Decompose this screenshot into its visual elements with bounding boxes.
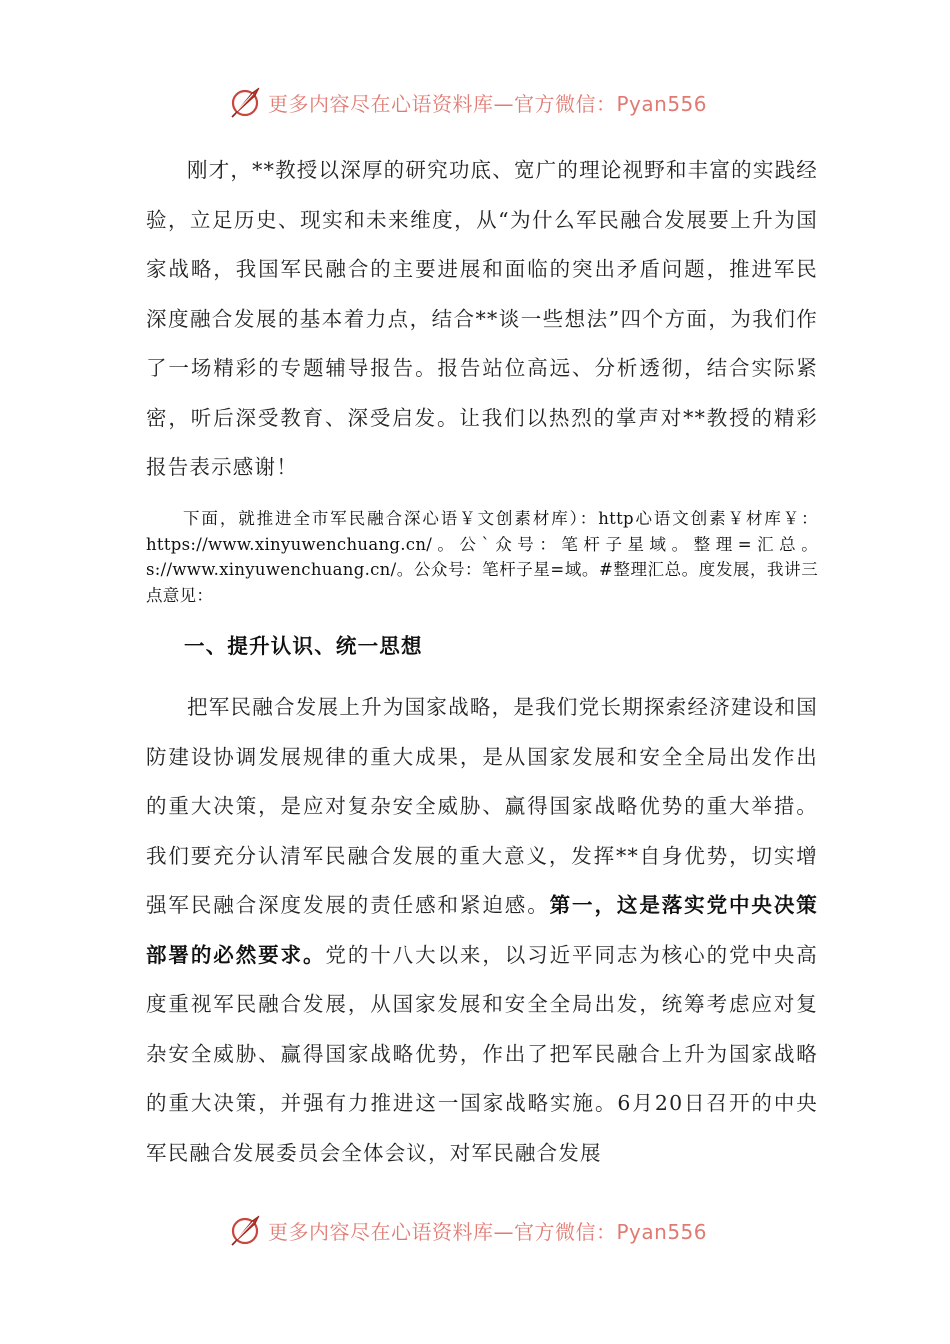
quill-pen-logo-icon [228, 84, 264, 120]
paragraph-text-part-b: 党的十八大以来，以习近平同志为核心的党中央高度重视军民融合发展，从国家发展和安全全局出发，统筹考虑应对复杂安全威胁、赢得国家战略优势，作出了把军民融合上升为国家战略的重大决策，并强有力推进这一国家战略实施。6月20日召开的中央军民融合发展委员会全体会议，对军民融合发展 [146, 942, 818, 1165]
banner-text: 更多内容尽在心语资料库—官方微信：Pyan556 [268, 1219, 708, 1244]
paragraph-text-part-a: 把军民融合发展上升为国家战略，是我们党长期探索经济建设和国防建设协调发展规律的重大成果，是从国家发展和安全全局出发作出的重大决策，是应对复杂安全威胁、赢得国家战略优势的重大举措。我们要充分认清军民融合发展的重大意义，发挥**自身优势，切实增强军民融合深度发展的责任感和紧迫感。 [146, 695, 818, 917]
paragraph-section-1 [146, 683, 818, 1178]
paragraph-transition: 下面，就推进全市军民融合深心语￥文创素材库）：http心语文创素￥材库￥：https://www.xinyuwenchuang.cn/。公`众号：笔杆子星域。整理=汇总。s://www.xinyuwenchuang.cn/。公众号：笔杆子星=域。#整理汇总。度发展，我讲三点意见： [146, 509, 818, 605]
header-banner [228, 82, 707, 122]
paragraph-opening: 刚才，**教授以深厚的研究功底、宽广的理论视野和丰富的实践经验，立足历史、现实和未来维度，从“为什么军民融合发展要上升为国家战略，我国军民融合的主要进展和面临的突出矛盾问题，推进军民深度融合发展的基本着力点，结合**谈一些想法”四个方面，为我们作了一场精彩的专题辅导报告。报告站位高远、分析透彻，结合实际紧密，听后深受教育、深受启发。让我们以热烈的掌声对**教授的精彩报告表示感谢！ [146, 158, 818, 479]
section-heading-1: 一、提升认识、统一思想 [184, 634, 423, 658]
banner-text: 更多内容尽在心语资料库—官方微信：Pyan556 [268, 91, 708, 116]
footer-banner [228, 1210, 707, 1250]
quill-pen-logo-icon [228, 1212, 264, 1248]
paragraph-bold-point: 第一，这是落实党中央决策部署的必然要求。 [146, 893, 818, 967]
